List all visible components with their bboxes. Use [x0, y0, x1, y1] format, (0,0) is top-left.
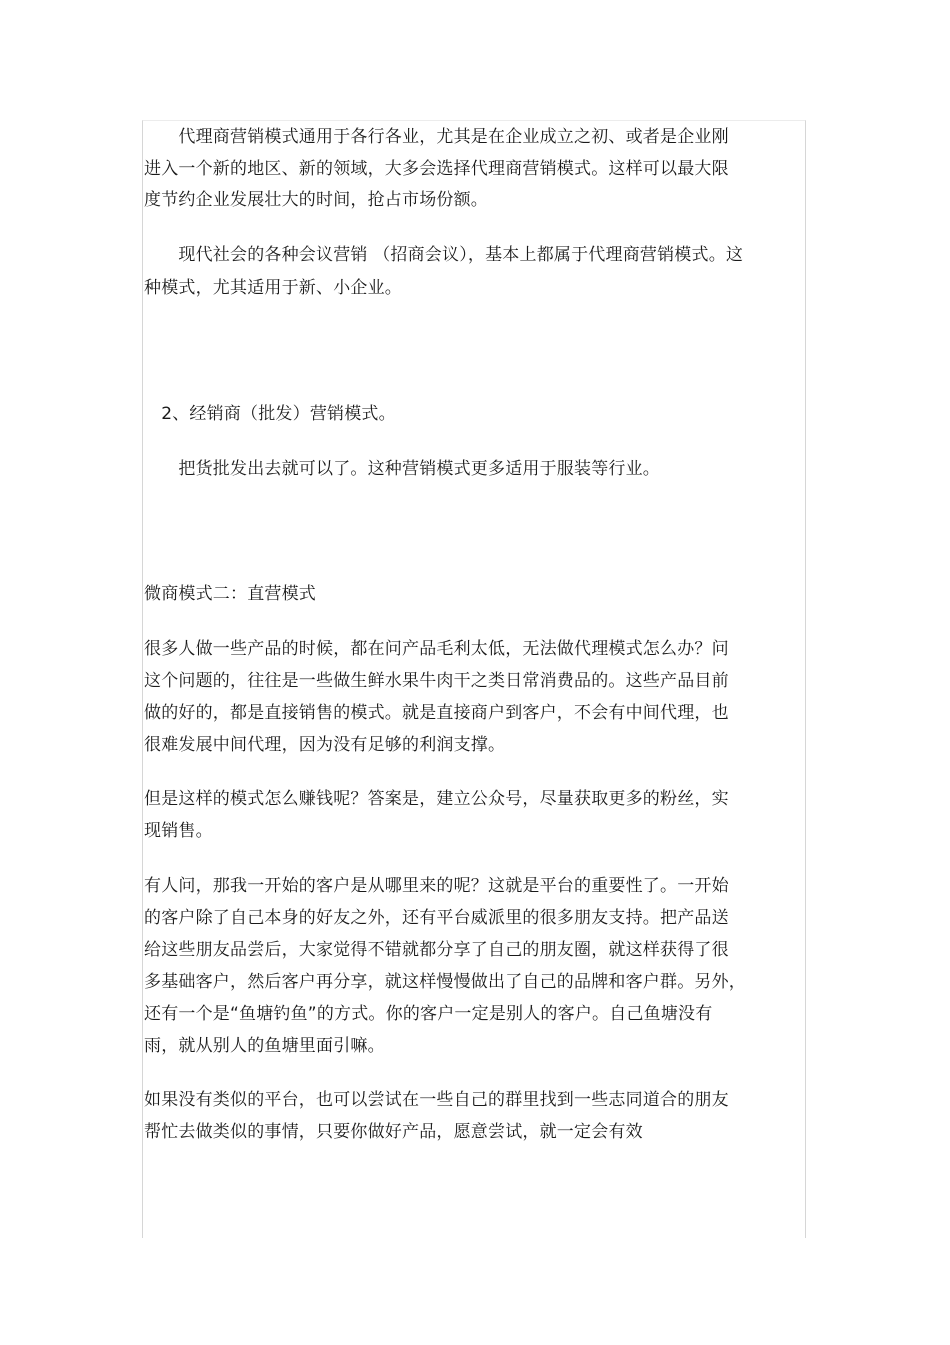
text-line: 很多人做一些产品的时候，都在问产品毛利太低，无法做代理模式怎么办？问	[144, 639, 729, 659]
text-line: 现销售。	[144, 821, 213, 841]
text-line: 但是这样的模式怎么赚钱呢？答案是，建立公众号，尽量获取更多的粉丝，实	[144, 789, 729, 809]
section-heading: 微商模式二：直营模式	[144, 584, 316, 604]
text-line: 进入一个新的地区、新的领域，大多会选择代理商营销模式。这样可以最大限	[144, 159, 729, 179]
text-line: 还有一个是“鱼塘钓鱼”的方式。你的客户一定是别人的客户。自己鱼塘没有	[144, 1004, 713, 1024]
section-heading: 2、经销商（批发）营销模式。	[144, 404, 396, 424]
text-line: 的客户除了自己本身的好友之外，还有平台威派里的很多朋友支持。把产品送	[144, 908, 729, 928]
text-line: 很难发展中间代理，因为没有足够的利润支撑。	[144, 735, 506, 755]
text-line: 这个问题的，往往是一些做生鲜水果牛肉干之类日常消费品的。这些产品目前	[144, 671, 729, 691]
text-line: 给这些朋友品尝后，大家觉得不错就都分享了自己的朋友圈，就这样获得了很	[144, 940, 729, 960]
text-line: 有人问，那我一开始的客户是从哪里来的呢？这就是平台的重要性了。一开始	[144, 876, 729, 896]
text-line: 代理商营销模式通用于各行各业，尤其是在企业成立之初、或者是企业刚	[144, 127, 729, 147]
text-line: 帮忙去做类似的事情，只要你做好产品，愿意尝试，就一定会有效	[144, 1122, 643, 1142]
text-line: 做的好的，都是直接销售的模式。就是直接商户到客户，不会有中间代理，也	[144, 703, 729, 723]
text-line: 种模式，尤其适用于新、小企业。	[144, 278, 402, 298]
text-line: 雨，就从别人的鱼塘里面引嘛。	[144, 1036, 385, 1056]
text-line: 多基础客户，然后客户再分享，就这样慢慢做出了自己的品牌和客户群。另外，	[144, 972, 746, 992]
text-line: 现代社会的各种会议营销 （招商会议），基本上都属于代理商营销模式。这	[144, 245, 744, 265]
text-line: 度节约企业发展壮大的时间，抢占市场份额。	[144, 190, 488, 210]
text-line: 把货批发出去就可以了。这种营销模式更多适用于服装等行业。	[144, 459, 660, 479]
text-line: 如果没有类似的平台，也可以尝试在一些自己的群里找到一些志同道合的朋友	[144, 1090, 729, 1110]
